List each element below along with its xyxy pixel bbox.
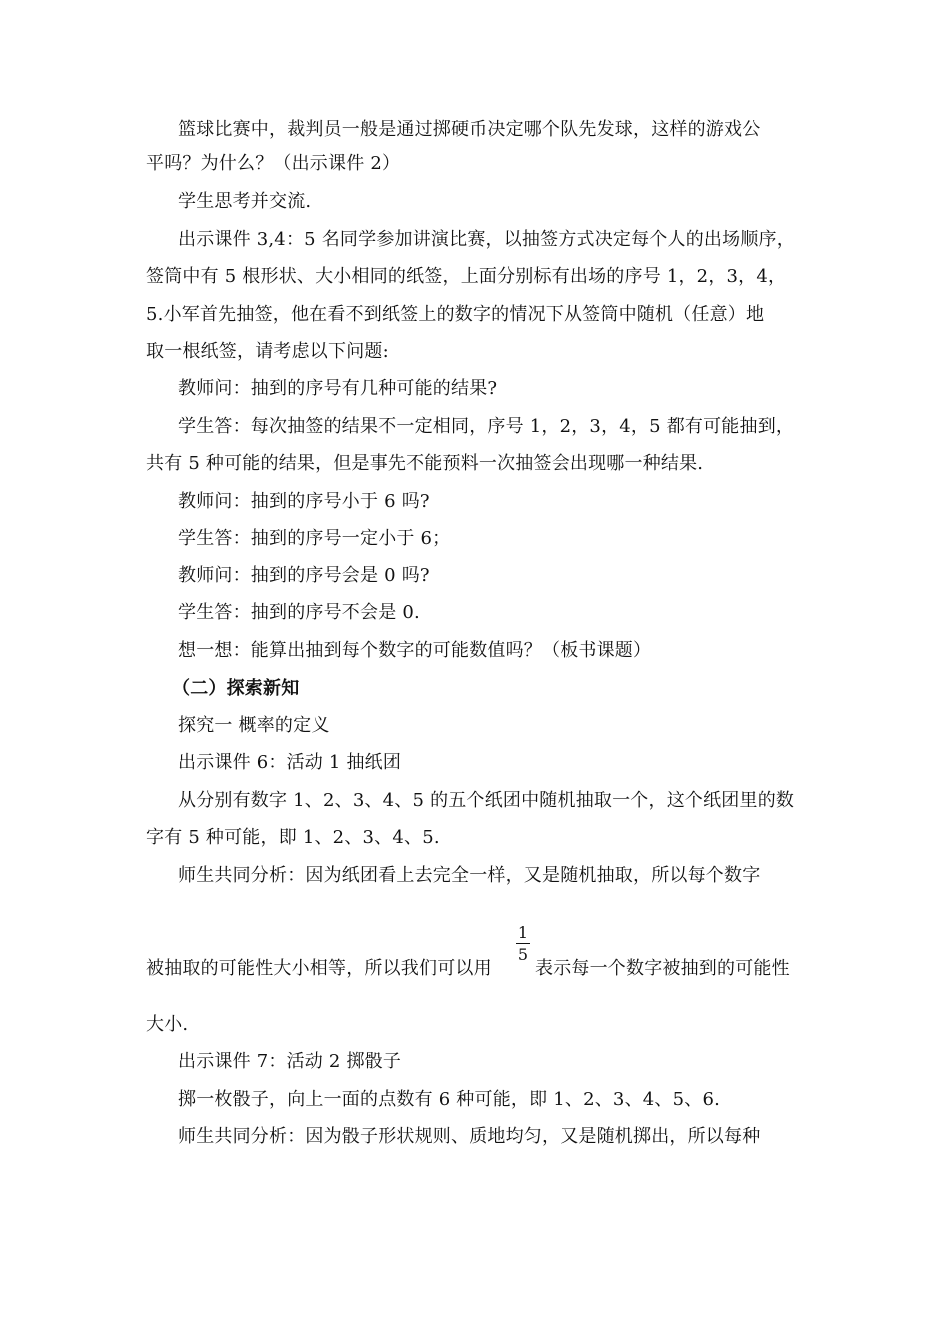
paragraph-line: 5.小军首先抽签，他在看不到纸签上的数字的情况下从签筒中随机（任意）地 <box>146 304 765 325</box>
paragraph-line: 教师问：抽到的序号有几种可能的结果? <box>178 378 498 399</box>
fraction-one-fifth <box>516 924 530 964</box>
paragraph-line: 掷一枚骰子，向上一面的点数有 6 种可能，即 1、2、3、4、5、6. <box>178 1089 721 1110</box>
fraction-numerator: 1 <box>517 923 529 942</box>
paragraph-line: 大小. <box>146 1014 189 1035</box>
paragraph-line: 教师问：抽到的序号小于 6 吗? <box>178 491 430 512</box>
paragraph-line: 平吗？为什么？（出示课件 2） <box>146 153 401 174</box>
paragraph-line: 从分别有数字 1、2、3、4、5 的五个纸团中随机抽取一个，这个纸团里的数 <box>178 790 795 811</box>
paragraph-line: 被抽取的可能性大小相等，所以我们可以用 <box>146 958 492 979</box>
paragraph-line: 字有 5 种可能，即 1、2、3、4、5. <box>146 827 440 848</box>
paragraph-line: 想一想：能算出抽到每个数字的可能数值吗？（板书课题） <box>178 640 652 661</box>
paragraph-line: 出示课件 3,4：5 名同学参加讲演比赛，以抽签方式决定每个人的出场顺序， <box>178 229 795 250</box>
paragraph-line: 表示每一个数字被抽到的可能性 <box>535 958 790 979</box>
paragraph-line: 师生共同分析：因为纸团看上去完全一样，又是随机抽取，所以每个数字 <box>178 865 761 886</box>
paragraph-line: 学生思考并交流. <box>178 191 312 212</box>
paragraph-line: 教师问：抽到的序号会是 0 吗? <box>178 565 430 586</box>
paragraph-line: 共有 5 种可能的结果，但是事先不能预料一次抽签会出现哪一种结果. <box>146 453 704 474</box>
paragraph-line: 篮球比赛中，裁判员一般是通过掷硬币决定哪个队先发球，这样的游戏公 <box>178 119 761 140</box>
paragraph-line: 出示课件 6：活动 1 抽纸团 <box>178 752 402 773</box>
section-heading: （二）探索新知 <box>172 678 300 699</box>
paragraph-line: 师生共同分析：因为骰子形状规则、质地均匀，又是随机掷出，所以每种 <box>178 1126 761 1147</box>
paragraph-line: 探究一 概率的定义 <box>178 715 330 736</box>
fraction-denominator: 5 <box>517 945 529 964</box>
fraction-bar <box>516 943 530 944</box>
paragraph-line: 出示课件 7：活动 2 掷骰子 <box>178 1051 402 1072</box>
paragraph-line: 学生答：抽到的序号不会是 0. <box>178 602 420 623</box>
paragraph-line: 取一根纸签，请考虑以下问题: <box>146 341 389 362</box>
paragraph-line: 签筒中有 5 根形状、大小相同的纸签，上面分别标有出场的序号 1，2，3，4， <box>146 266 787 287</box>
paragraph-line: 学生答：抽到的序号一定小于 6； <box>178 528 451 549</box>
paragraph-line: 学生答：每次抽签的结果不一定相同，序号 1，2，3，4，5 都有可能抽到， <box>178 416 795 437</box>
